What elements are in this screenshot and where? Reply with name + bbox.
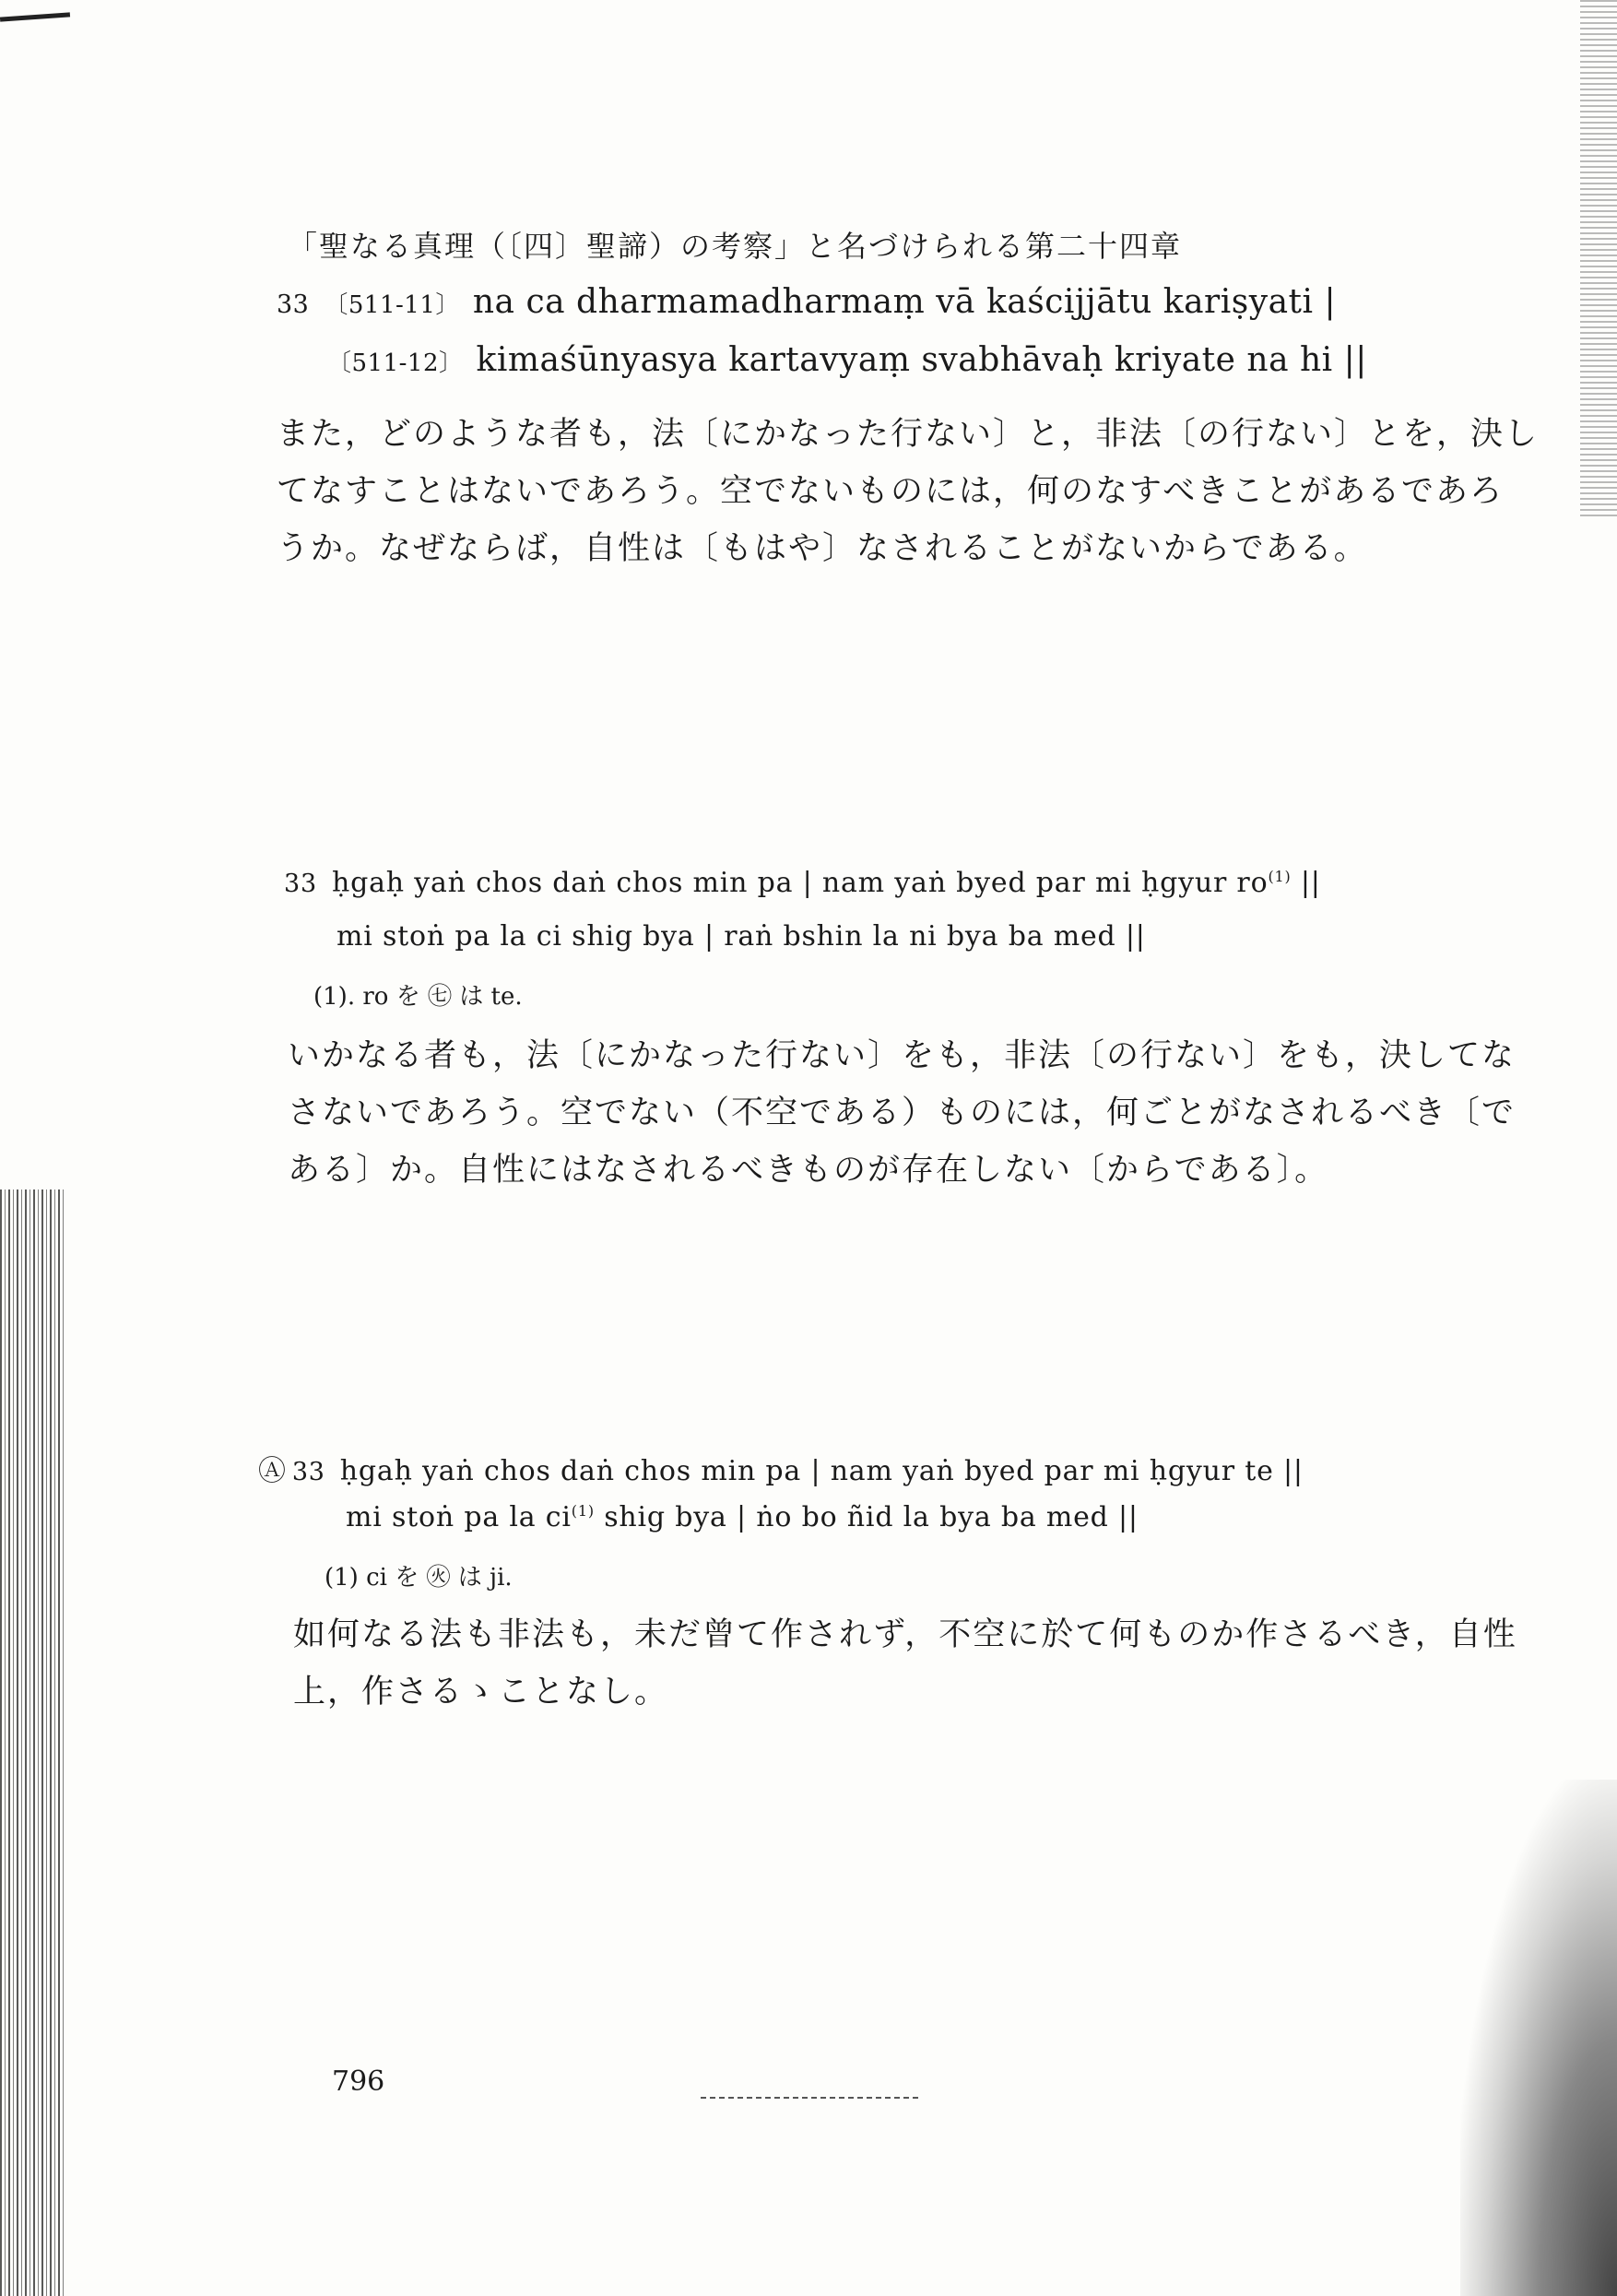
- page-number: 796: [332, 2065, 385, 2098]
- translation-line: てなすことはないであろう。空でないものには，何のなすべきことがあるであろ: [277, 473, 1504, 510]
- footnote-marker: (1): [1268, 868, 1292, 885]
- translation-line: いかなる者も，法〔にかなった行ない〕をも，非法〔の行ない〕をも，決してな: [288, 1037, 1517, 1074]
- sanskrit-line-1: [277, 283, 1336, 321]
- line-reference: 〔511-12〕: [327, 349, 464, 377]
- translation-line: さないであろう。空でない（不空である）ものには，何ごとがなされるべき〔で: [288, 1095, 1517, 1131]
- footnote: (1) ci を ㊋ は ji.: [325, 1564, 513, 1592]
- variant-mark: Ⓐ: [258, 1455, 287, 1487]
- translation-line: また，どのような者も，法〔にかなった行ない〕と，非法〔の行ない〕とを，決し: [277, 416, 1540, 453]
- sanskrit-line-2: [327, 341, 1367, 379]
- scan-smudge-line: [701, 2097, 922, 2099]
- verse-number: 33: [291, 1458, 325, 1486]
- translation-line: 上，作さるゝことなし。: [293, 1674, 669, 1710]
- scan-corner-shadow: [1460, 1780, 1617, 2296]
- variant-line-1: [258, 1448, 1304, 1488]
- variant-line-2: [346, 1501, 1139, 1533]
- line-reference: 〔511-11〕: [324, 291, 460, 319]
- variant-text: ḥgaḥ yaṅ chos daṅ chos min pa | nam yaṅ byed par mi ḥgyur te ||: [339, 1455, 1304, 1487]
- translation-line: 如何なる法も非法も，未だ曾て作されず，不空に於て何ものか作さるべき，自性: [293, 1616, 1517, 1653]
- footnote-marker: (1): [571, 1502, 595, 1520]
- chapter-header: 「聖なる真理（〔四〕聖諦）の考察」と名づけられる第二十四章: [288, 229, 1183, 264]
- tibetan-text: ḥgaḥ yaṅ chos daṅ chos min pa | nam yaṅ byed par mi ḥgyur ro: [331, 867, 1269, 899]
- verse-number: 33: [277, 290, 310, 319]
- footnote: (1). ro を ㊆ は te.: [313, 983, 523, 1011]
- scan-edge-shadow: [1580, 0, 1617, 516]
- tibetan-line-2: mi stoṅ pa la ci shig bya | raṅ bshin la ni bya ba med ||: [336, 920, 1146, 953]
- translation-line: ある〕か。自性にはなされるべきものが存在しない〔からである〕。: [288, 1152, 1329, 1189]
- verse-end: ||: [1291, 867, 1321, 899]
- scan-mark: [0, 12, 70, 21]
- verse-number: 33: [284, 870, 317, 898]
- translation-line: うか。なぜならば，自性は〔もはや〕なされることがないからである。: [277, 530, 1368, 567]
- tibetan-line-1: [284, 867, 1321, 899]
- variant-text: mi stoṅ pa la ci: [346, 1501, 572, 1533]
- scan-binding-shadow: [0, 1189, 65, 2296]
- sanskrit-text: kimaśūnyasya kartavyaṃ svabhāvaḥ kriyate na hi ||: [476, 341, 1367, 379]
- sanskrit-text: na ca dharmamadharmaṃ vā kaścijjātu kariṣyati |: [472, 283, 1337, 321]
- variant-text: shig bya | ṅo bo ñid la bya ba med ||: [594, 1501, 1139, 1533]
